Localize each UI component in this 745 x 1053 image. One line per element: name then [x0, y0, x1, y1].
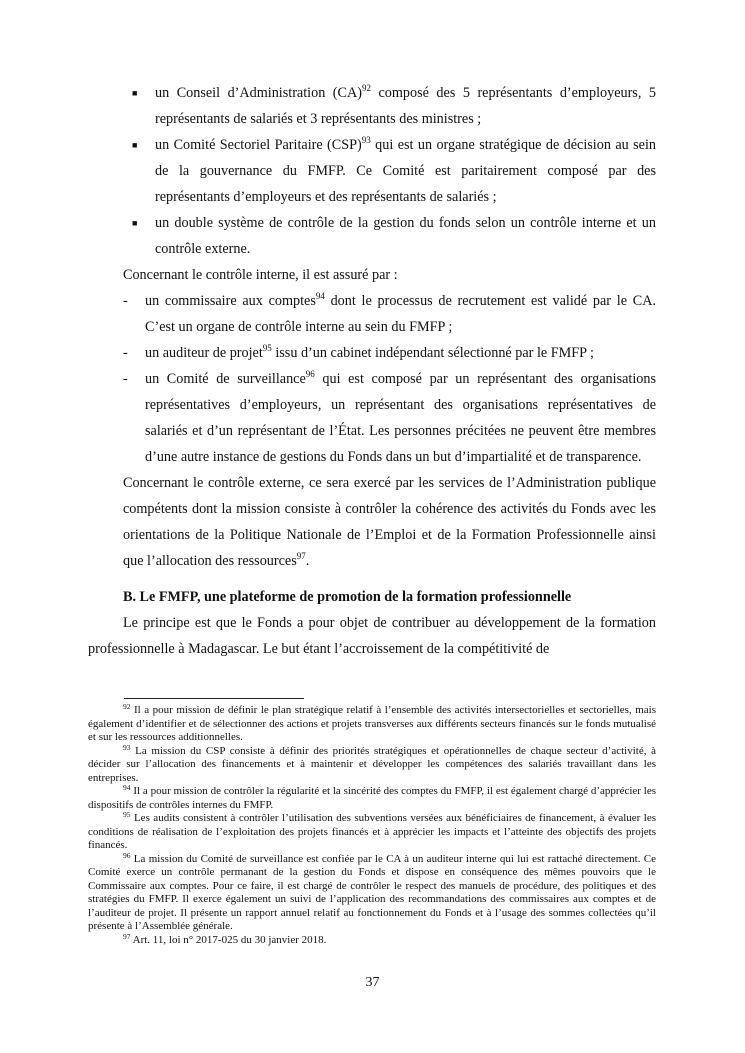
bullet-item-controle: ■ un double système de contrôle de la gestion du fonds selon un contrôle interne et un contrôle externe. [88, 210, 656, 262]
bullet-item-ca: ■ un Conseil d’Administration (CA)$^{92}$ composé des 5 représentants d’employeurs, 5 représentants de salariés et 3 représentants des ministres ; [88, 80, 656, 132]
page-number: 37 [365, 975, 380, 990]
footnote-95: $^{95}$ Les audits consistent à contrôler l’utilisation des subventions versées aux bénéficiaires de financement, à évaluer les conditions de réalisation de l’exploitation des projets financés et à apprécier les impacts et l’atteinte des objectifs des projets financés. [88, 810, 656, 851]
footnote-ref-97[interactable]: 97 [296, 551, 306, 561]
footnote-97: $^{97}$ Art. 11, loi n° 2017-025 du 30 janvier 2018. [123, 931, 327, 946]
footnote-96: $^{96}$ La mission du Comité de surveillance est confiée par le CA à un auditeur interne qui lui est rattaché directement. Ce Comité exerce un contrôle permanant de la gestion du Fonds et dispose en conséquence des mêmes pouvoirs que le Commissaire aux comptes. Pour ce faire, il est chargé de contrôler le respect des manuels de procédure, des politiques et des stratégies du FMFP. Il exerce également un suivi de l’application des recommandations des commissaires aux comptes et de l’auditeur de projet. Il présente un rapport annuel relatif au fonctionnement du Fonds et à l’usage des sommes collectées qu’il présente à l’Assemblée générale. [88, 850, 656, 932]
footnote-93: $^{93}$ La mission du CSP consiste à définir des priorités stratégiques et opérationnelles de chaque secteur d’activité, à décider sur l’allocation des financements et à maintenir et développer les compétences des salariés travaillant dans les entreprises. [88, 742, 656, 784]
bullet-item-csp: ■ un Comité Sectoriel Paritaire (CSP)$^{93}$ qui est un organe stratégique de décision au sein de la gouvernance du FMFP. Ce Comité est paritairement composé par des représentants d’employeurs et des représentants de salariés ; [88, 132, 656, 210]
dash-item-commissaire: - un commissaire aux comptes$^{94}$ dont le processus de recrutement est validé par le CA. C’est un organe de contrôle interne au sein du FMFP ; [88, 288, 656, 340]
principle-paragraph: Le principe est que le Fonds a pour objet de contribuer au développement de la formation professionnelle à Madagascar. Le but étant l’accroissement de la compétitivité de [88, 615, 656, 657]
square-bullet-icon: ■ [132, 88, 138, 98]
footnote-ref-94[interactable]: 94 [315, 291, 325, 301]
external-control-paragraph: Concernant le contrôle externe, ce sera exercé par les services de l’Administration publique compétents dont la mission consiste à contrôler la cohérence des activités du Fonds avec les orientations de la Politique Nationale de l’Emploi et de la Formation Professionnelle ainsi que l’allocation des ressources$^{97}$. [123, 475, 656, 569]
footnote-92: $^{92}$ Il a pour mission de définir le plan stratégique relatif à l’ensemble des activités intersectorielles et sectorielles, mais également d’identifier et de sélectionner des actions et projets transverses aux différents secteurs financés sur le fonds mutualisé et sur les ressources additionnelles. [88, 702, 656, 743]
footnote-ref-92[interactable]: 92 [361, 83, 371, 93]
body-text [88, 80, 656, 662]
section-heading: B. Le FMFP, une plateforme de promotion de la formation professionnelle [123, 589, 572, 605]
footnote-94: $^{94}$ Il a pour mission de contrôler la régularité et la sincérité des comptes du FMFP, il est également chargé d’apprécier les dispositifs de contrôles internes du FMFP. [88, 783, 656, 811]
footnotes [88, 704, 656, 947]
dash-item-comite-surveillance: - un Comité de surveillance$^{96}$ qui est composé par un représentant des organisations représentatives d’employeurs, un représentant des organisations représentatives de salariés et d’un représentant de l’État. Les personnes précitées ne peuvent être membres d’une autre instance de gestions du Fonds dans un but d’impartialité et de transparence. [88, 366, 656, 470]
dash-bullet-icon: - [123, 371, 128, 387]
footnote-ref-96[interactable]: 96 [305, 369, 315, 379]
dash-bullet-icon: - [123, 345, 128, 361]
footnote-ref-95[interactable]: 95 [262, 343, 272, 353]
dash-bullet-icon: - [123, 293, 128, 309]
footnote-ref-93[interactable]: 93 [361, 135, 371, 145]
dash-item-auditeur: - un auditeur de projet$^{95}$ issu d’un cabinet indépendant sélectionné par le FMFP ; [88, 340, 656, 366]
square-bullet-icon: ■ [132, 140, 138, 150]
internal-control-intro: Concernant le contrôle interne, il est assuré par : [123, 267, 398, 283]
square-bullet-icon: ■ [132, 218, 138, 228]
footnote-separator [124, 698, 304, 699]
